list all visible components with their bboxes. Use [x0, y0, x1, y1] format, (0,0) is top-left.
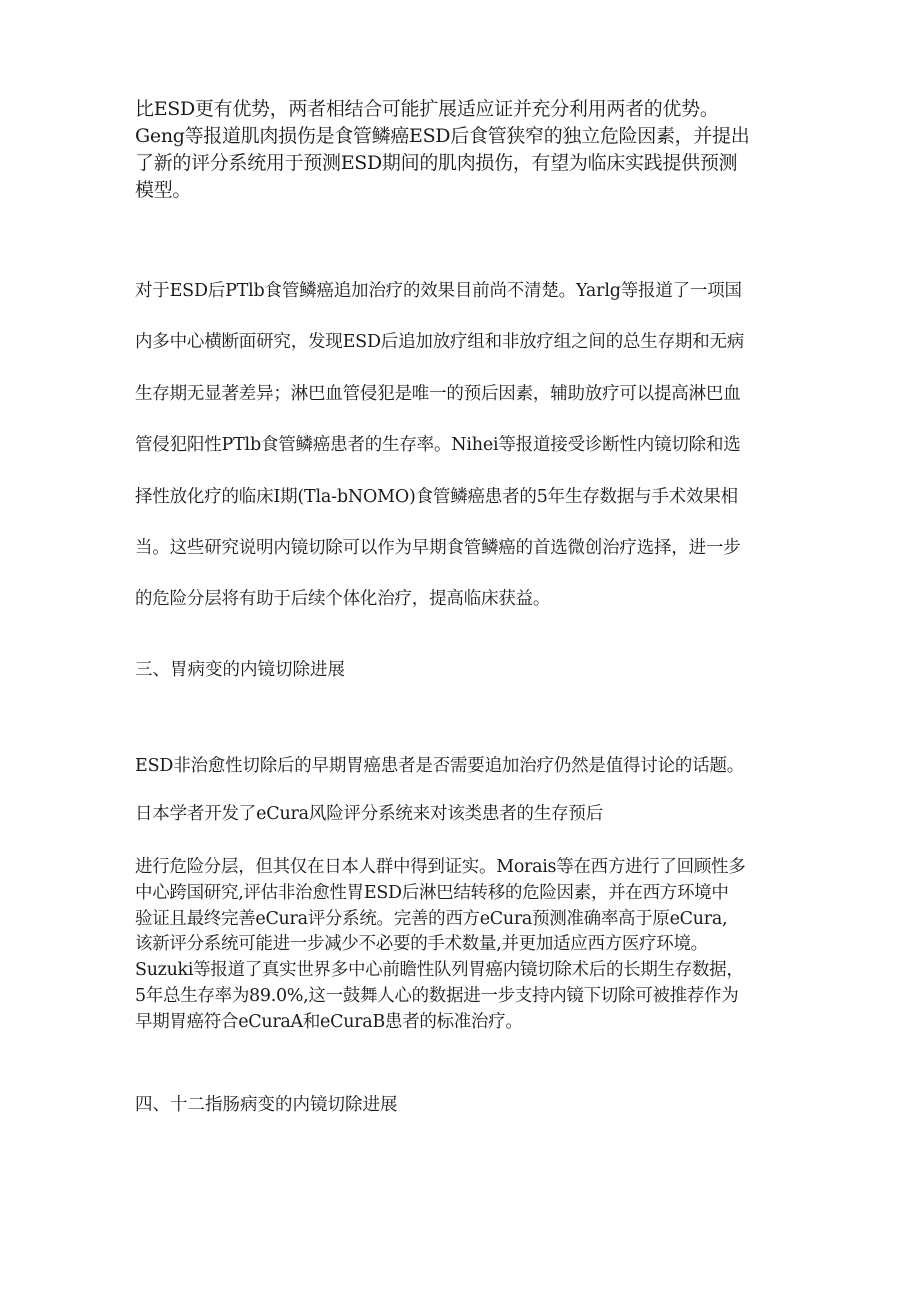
- section-heading-gastric: 三、胃病变的内镜切除进展: [135, 660, 345, 680]
- text-line: ESD非治愈性切除后的早期胃癌患者是否需要追加治疗仍然是值得讨论的话题。: [135, 756, 745, 776]
- text-line: 验证且最终完善eCura评分系统。完善的西方eCura预测准确率高于原eCura,: [135, 908, 728, 929]
- text-line: 择性放化疗的临床I期(Tla-bNOMO)食管鳞癌患者的5年生存数据与手术效果相: [135, 486, 738, 507]
- text-line: 中心跨国研究,评估非治愈性胃ESD后淋巴结转移的危险因素，并在西方环境中: [135, 882, 729, 903]
- text-line: 对于ESD后PTlb食管鳞癌追加治疗的效果目前尚不清楚。Yarlg等报道了一项国: [135, 281, 742, 301]
- text-line: 比ESD更有优势，两者相结合可能扩展适应证并充分利用两者的优势。: [135, 98, 719, 120]
- text-line: 管侵犯阳性PTlb食管鳞癌患者的生存率。Nihei等报道接受诊断性内镜切除和选: [135, 435, 741, 456]
- text-line: 5年总生存率为89.0%,这一鼓舞人心的数据进一步支持内镜下切除可被推荐作为: [135, 985, 739, 1006]
- text-line: 了新的评分系统用于预测ESD期间的肌肉损伤，有望为临床实践提供预测: [135, 152, 738, 174]
- text-line: 早期胃癌符合eCuraA和eCuraB患者的标准治疗。: [135, 1011, 523, 1032]
- paragraph-ecura-intro: [135, 801, 795, 827]
- text-line: 的危险分层将有助于后续个体化治疗，提高临床获益。: [135, 589, 551, 610]
- paragraph-ecura-validation: [135, 855, 795, 1036]
- paragraph-gastric-noncurative: [135, 753, 795, 779]
- text-line: 内多中心横断面研究，发现ESD后追加放疗组和非放疗组之间的总生存期和无病: [135, 332, 745, 353]
- paragraph-esophageal-esd-advantages: [135, 96, 795, 204]
- text-line: 模型。: [135, 179, 192, 201]
- text-line: 当。这些研究说明内镜切除可以作为早期食管鳞癌的首选微创治疗选择，进一步: [135, 538, 741, 559]
- text-line: Suzuki等报道了真实世界多中心前瞻性队列胃癌内镜切除术后的长期生存数据，: [135, 960, 744, 981]
- text-line: 该新评分系统可能进一步减少不必要的手术数量,并更加适应西方医疗环境。: [135, 934, 708, 955]
- paragraph-ptlb-additional-treatment: [135, 266, 795, 626]
- text-line: 日本学者开发了eCura风险评分系统来对该类患者的生存预后: [135, 804, 604, 824]
- text-line: 进行危险分层，但其仅在日本人群中得到证实。Morais等在西方进行了回顾性多: [135, 857, 746, 877]
- section-heading-duodenal: 四、十二指肠病变的内镜切除进展: [135, 1095, 398, 1115]
- text-line: Geng等报道肌肉损伤是食管鳞癌ESD后食管狭窄的独立危险因素，并提出: [135, 125, 750, 147]
- text-line: 生存期无显著差异；淋巴血管侵犯是唯一的预后因素，辅助放疗可以提高淋巴血: [135, 383, 741, 404]
